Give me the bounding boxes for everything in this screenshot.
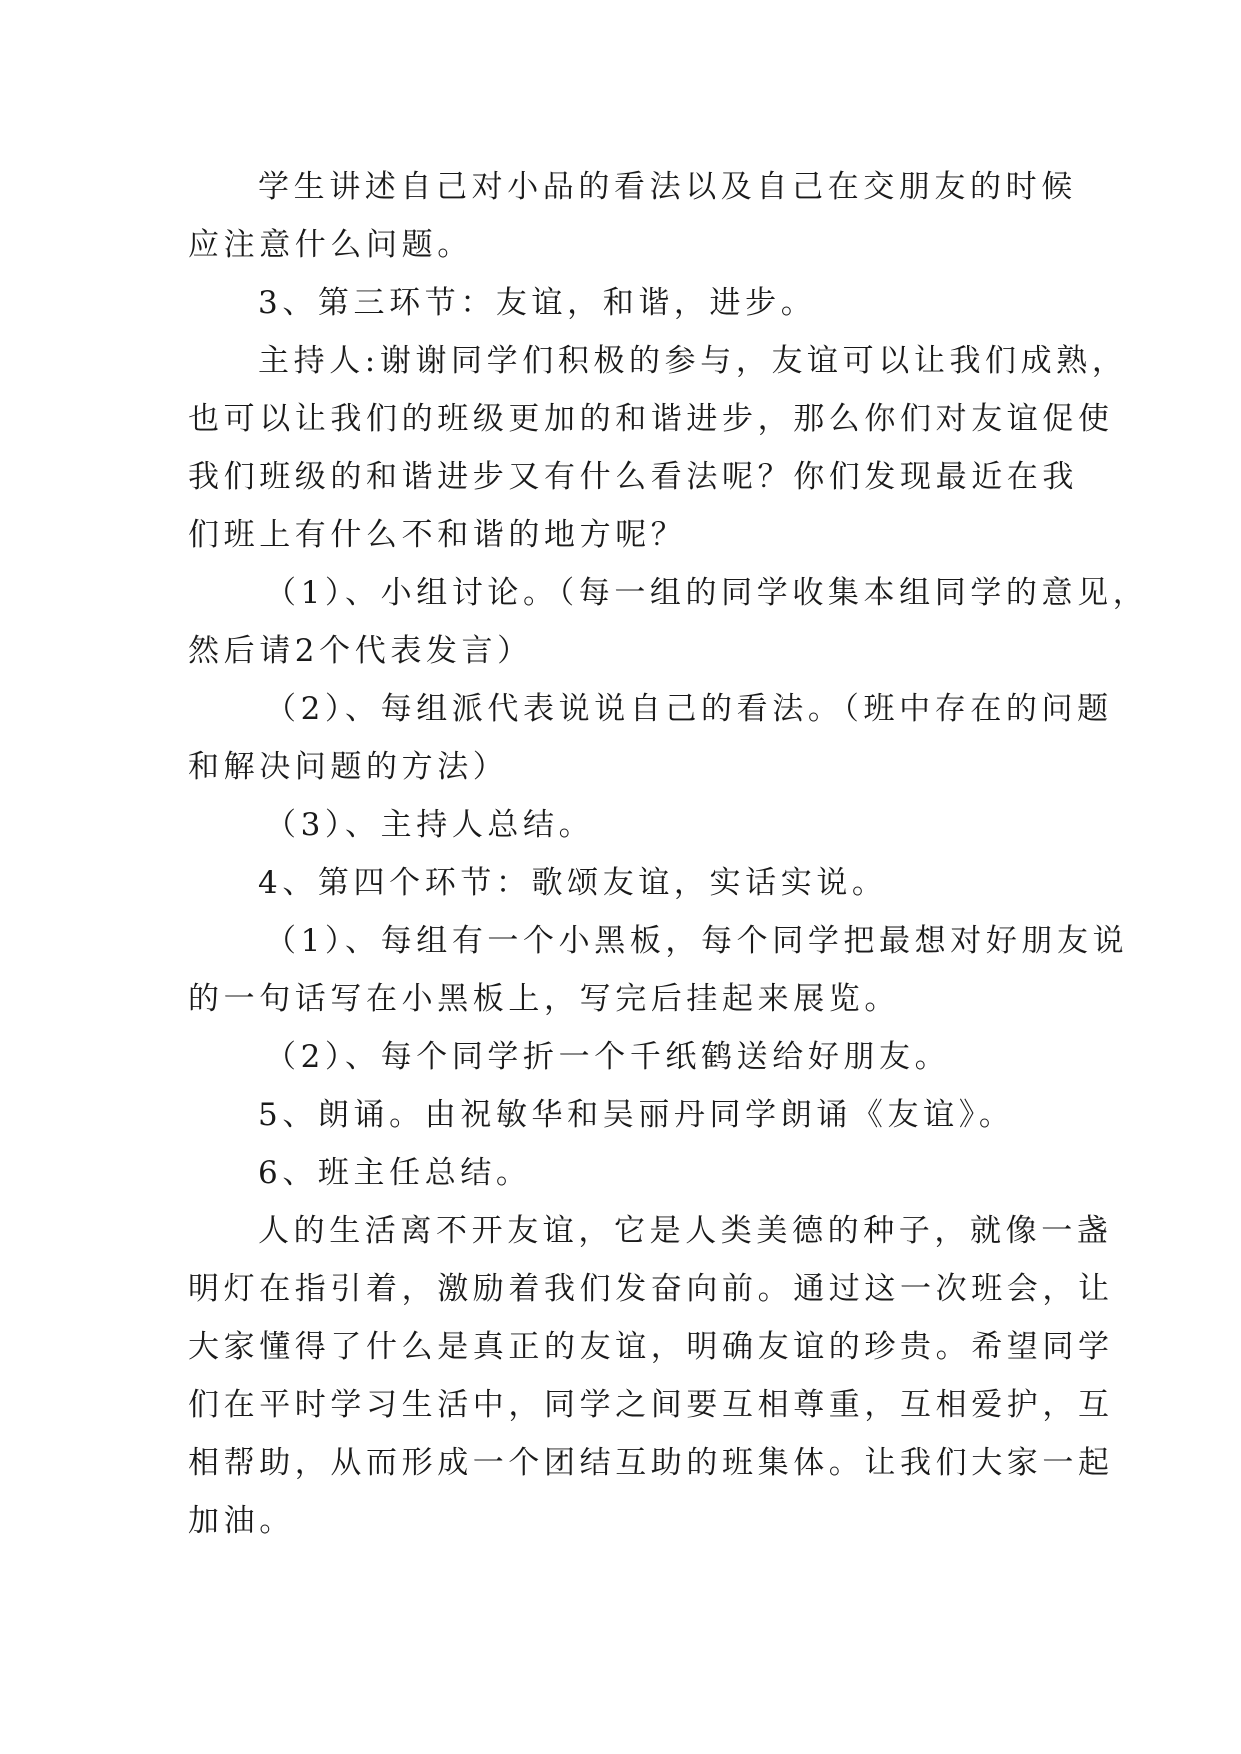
- text-line: 应注意什么问题。: [188, 227, 473, 263]
- document-body: [188, 158, 1149, 1550]
- text-line: 然后请2个代表发言）: [188, 633, 533, 669]
- list-item: （1）、每组有一个小黑板，每个同学把最想对好朋友说: [265, 923, 1129, 959]
- text-line: 大家懂得了什么是真正的友谊，明确友谊的珍贵。希望同学: [188, 1329, 1114, 1365]
- text-line: 我们班级的和谐进步又有什么看法呢？你们发现最近在我: [188, 459, 1078, 495]
- section-heading: 6、班主任总结。: [258, 1155, 532, 1191]
- section-heading: 3、第三环节：友谊，和谐，进步。: [258, 285, 817, 321]
- list-item: （2）、每组派代表说说自己的看法。（班中存在的问题: [265, 691, 1113, 727]
- text-line: 主持人:谢谢同学们积极的参与，友谊可以让我们成熟，: [258, 343, 1128, 379]
- text-line: 相帮助，从而形成一个团结互助的班集体。让我们大家一起: [188, 1445, 1114, 1481]
- text-line: 们班上有什么不和谐的地方呢？: [188, 517, 687, 553]
- text-line: 们在平时学习生活中，同学之间要互相尊重，互相爱护，互: [188, 1387, 1114, 1423]
- text-line: 的一句话写在小黑板上，写完后挂起来展览。: [188, 981, 900, 1017]
- text-line: 明灯在指引着，激励着我们发奋向前。通过这一次班会，让: [188, 1271, 1114, 1307]
- list-item: （3）、主持人总结。: [265, 807, 595, 843]
- section-heading: 5、朗诵。由祝敏华和吴丽丹同学朗诵《友谊》。: [258, 1097, 1015, 1133]
- list-item: （1）、小组讨论。（每一组的同学收集本组同学的意见，: [265, 575, 1149, 611]
- list-item: （2）、每个同学折一个千纸鹤送给好朋友。: [265, 1039, 951, 1075]
- text-line: 学生讲述自己对小品的看法以及自己在交朋友的时候: [258, 169, 1077, 205]
- text-line: 人的生活离不开友谊，它是人类美德的种子，就像一盏: [258, 1213, 1113, 1249]
- text-line: 也可以让我们的班级更加的和谐进步，那么你们对友谊促使: [188, 401, 1114, 437]
- text-line: 和解决问题的方法）: [188, 749, 509, 785]
- section-heading: 4、第四个环节：歌颂友谊，实话实说。: [258, 865, 888, 901]
- text-line: 加油。: [188, 1503, 295, 1539]
